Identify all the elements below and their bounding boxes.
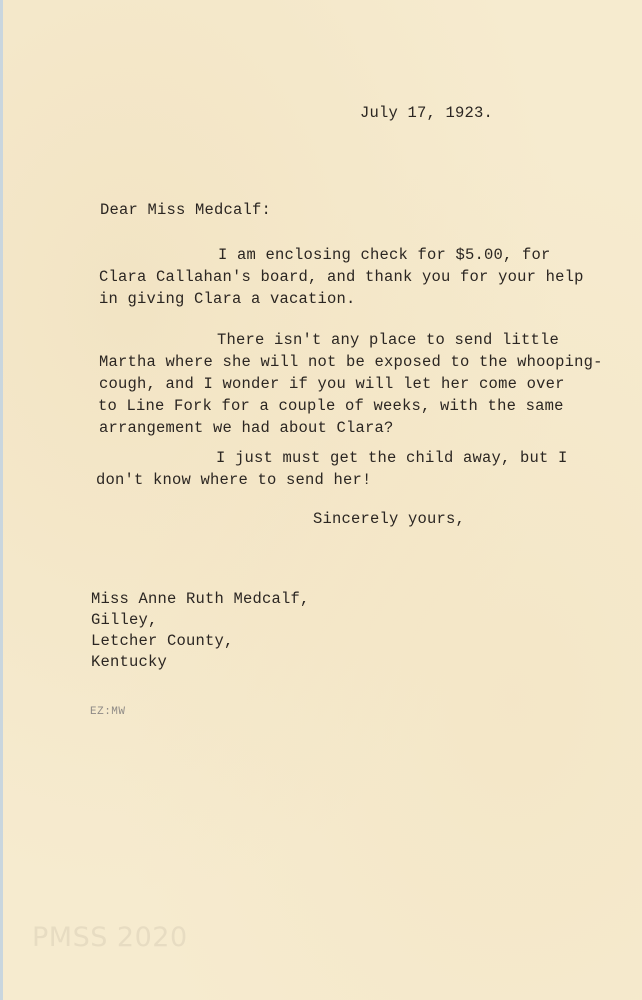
paragraph-2-line: Martha where she will not be exposed to the whooping- — [99, 353, 603, 371]
salutation: Dear Miss Medcalf: — [100, 201, 272, 219]
paragraph-2-line: to Line Fork for a couple of weeks, with the same — [98, 397, 564, 415]
paragraph-1-line: I am enclosing check for $5.00, for — [218, 246, 551, 264]
watermark: PMSS 2020 — [32, 922, 188, 953]
scan-edge — [0, 0, 3, 1000]
paragraph-1-line: in giving Clara a vacation. — [99, 290, 356, 308]
paragraph-3-line: I just must get the child away, but I — [216, 449, 568, 467]
recipient-address-line: Kentucky — [91, 653, 168, 671]
typist-initials: EZ:MW — [90, 706, 126, 718]
recipient-address-line: Gilley, — [91, 611, 158, 629]
paragraph-2-line: arrangement we had about Clara? — [99, 419, 394, 437]
paragraph-3-line: don't know where to send her! — [96, 471, 372, 489]
recipient-address-line: Letcher County, — [91, 632, 234, 650]
paragraph-2-line: cough, and I wonder if you will let her come over — [99, 375, 565, 393]
closing: Sincerely yours, — [313, 510, 466, 528]
letter-date: July 17, 1923. — [360, 104, 494, 122]
paragraph-2-line: There isn't any place to send little — [217, 331, 560, 349]
recipient-address-line: Miss Anne Ruth Medcalf, — [91, 590, 310, 608]
paragraph-1-line: Clara Callahan's board, and thank you for your help — [99, 268, 584, 286]
